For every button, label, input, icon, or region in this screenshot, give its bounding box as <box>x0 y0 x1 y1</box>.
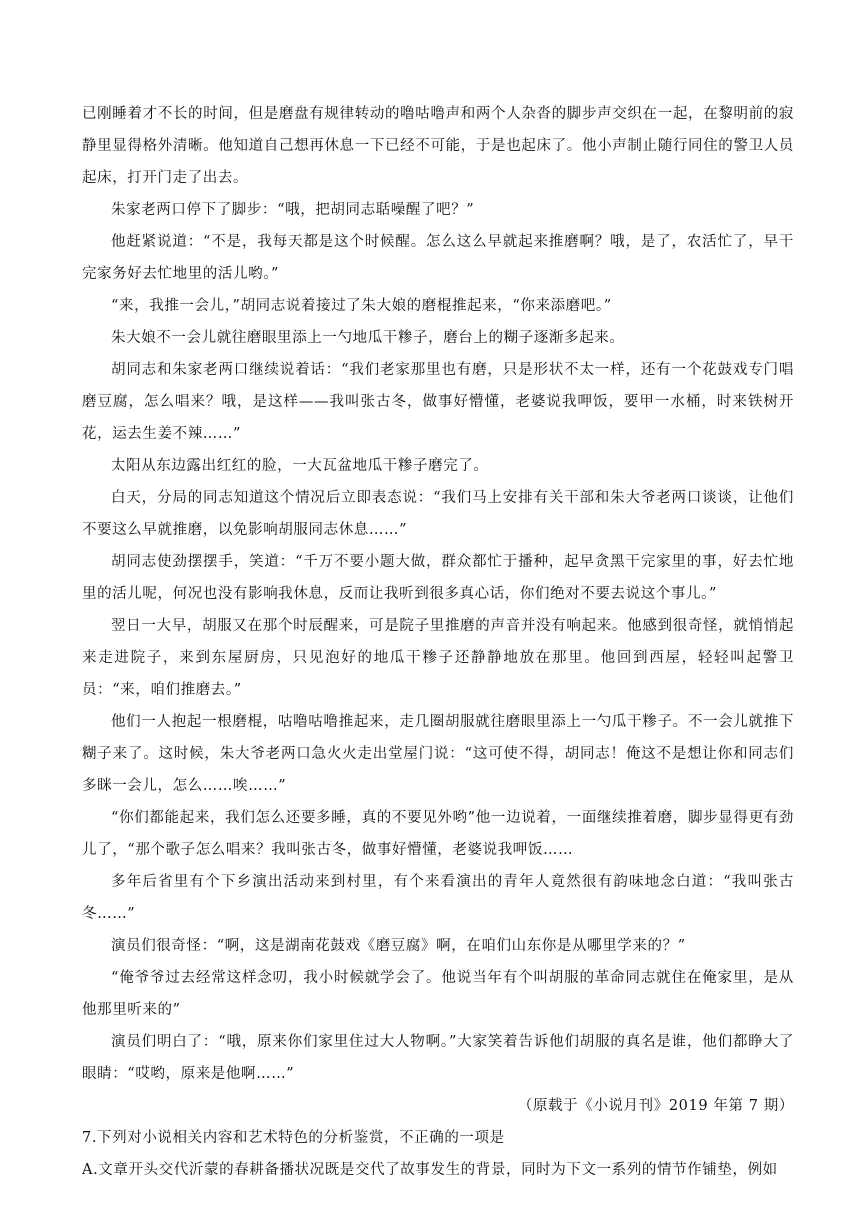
paragraph-2: 朱家老两口停下了脚步：“哦，把胡同志聒噪醒了吧？” <box>111 202 475 218</box>
paragraph-10: 翌日一大早，胡服又在那个时辰醒来，可是院子里推磨的声音并没有响起来。他感到很奇怪，就悄悄起来走进院子，来到东屋厨房，只见泡好的地瓜干糁子还静静地放在那里。他回到西屋，轻轻叫起警卫员：“来，咱们推磨去。” <box>82 618 794 698</box>
paragraph-8: 白天，分局的同志知道这个情况后立即表态说：“我们马上安排有关干部和朱大爷老两口谈谈，让他们不要这么早就推磨，以免影响胡服同志休息……” <box>82 490 794 538</box>
paragraph-13: 多年后省里有个下乡演出活动来到村里，有个来看演出的青年人竟然很有韵味地念白道：“我叫张古冬……” <box>82 874 794 922</box>
paragraph-14: 演员们很奇怪：“啊，这是湖南花鼓戏《磨豆腐》啊，在咱们山东你是从哪里学来的？” <box>111 938 686 954</box>
paragraph-1: 已刚睡着才不长的时间，但是磨盘有规律转动的噜咕噜声和两个人杂沓的脚步声交织在一起，在黎明前的寂静里显得格外清晰。他知道自己想再休息一下已经不可能，于是也起床了。他小声制止随行同住的警卫人员起床，打开门走了出去。 <box>82 106 794 186</box>
paragraph-3: 他赶紧说道：“不是，我每天都是这个时候醒。怎么这么早就起来推磨啊？哦，是了，农活忙了，早干完家务好去忙地里的活儿哟。” <box>82 234 794 282</box>
paragraph-16: 演员们明白了：“哦，原来你们家里住过大人物啊。”大家笑着告诉他们胡服的真名是谁，他们都睁大了眼睛：“哎哟，原来是他啊……” <box>82 1034 794 1082</box>
paragraph-9: 胡同志使劲摆摆手，笑道：“千万不要小题大做，群众都忙于播种，起早贪黑干完家里的事，好去忙地里的活儿呢，何况也没有影响我休息，反而让我听到很多真心话，你们绝对不要去说这个事儿。” <box>82 554 794 602</box>
question-7: 7.下列对小说相关内容和艺术特色的分析鉴赏，不正确的一项是 <box>82 1130 505 1146</box>
paragraph-6: 胡同志和朱家老两口继续说着话：“我们老家那里也有磨，只是形状不太一样，还有一个花鼓戏专门唱磨豆腐，怎么唱来？哦，是这样——我叫张古冬，做事好懵懂，老婆说我呷饭，要甲一水桶，时来铁树开花，运去生姜不辣……” <box>82 362 794 442</box>
paragraph-12: “你们都能起来，我们怎么还要多睡，真的不要见外哟”他一边说着，一面继续推着磨，脚步显得更有劲儿了，“那个歌子怎么唱来？我叫张古冬，做事好懵懂，老婆说我呷饭…… <box>82 810 794 858</box>
paragraph-5: 朱大娘不一会儿就往磨眼里添上一勺地瓜干糁子，磨台上的糊子逐渐多起来。 <box>111 330 625 346</box>
article-body <box>82 98 794 1186</box>
source-note: （原载于《小说月刊》2019 年第 7 期） <box>517 1098 794 1114</box>
option-a: A.文章开头交代沂蒙的春耕备播状况既是交代了故事发生的背景，同时为下文一系列的情节作铺垫，例如 <box>82 1162 778 1178</box>
paragraph-15: “俺爷爷过去经常这样念叨，我小时候就学会了。他说当年有个叫胡服的革命同志就住在俺家里，是从他那里听来的” <box>82 970 794 1018</box>
paragraph-7: 太阳从东边露出红红的脸，一大瓦盆地瓜干糁子磨完了。 <box>111 458 489 474</box>
paragraph-11: 他们一人抱起一根磨棍，咕噜咕噜推起来，走几圈胡服就往磨眼里添上一勺瓜干糁子。不一会儿就推下糊子来了。这时候，朱大爷老两口急火火走出堂屋门说：“这可使不得，胡同志！俺这不是想让你和同志们多眯一会儿，怎么……唉……” <box>82 714 794 794</box>
paragraph-4: “来，我推一会儿，”胡同志说着接过了朱大娘的磨棍推起来，“你来添磨吧。” <box>111 298 612 314</box>
